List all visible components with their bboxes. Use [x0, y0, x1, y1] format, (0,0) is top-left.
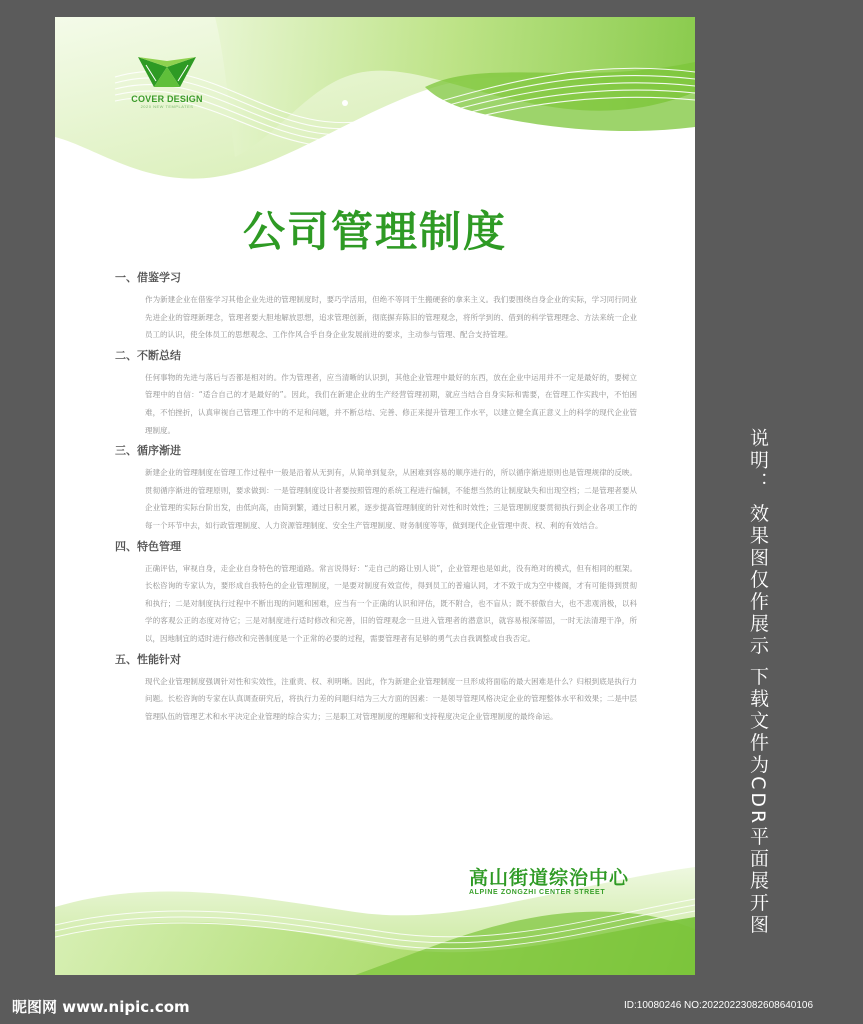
section-3	[115, 442, 637, 534]
top-wave-decoration	[55, 17, 695, 217]
section-5	[115, 651, 637, 726]
document-body	[115, 269, 637, 728]
section-heading: 三、循序渐进	[115, 444, 181, 458]
footer-organization-name: 高山街道综治中心	[469, 867, 630, 889]
section-heading: 四、特色管理	[115, 539, 181, 553]
section-heading: 二、不断总结	[115, 348, 181, 362]
section-paragraph: 作为新建企业在借鉴学习其他企业先进的管理制度时，要巧学活用，但绝不等同于生搬硬套的拿来主义。我们要围绕自身企业的实际，学习同行同业先进企业的管理新理念，管理者要大胆地解放思想，追求管理创新，彻底摒弃陈旧的管理观念，将所学到的、借到的科学管理理念、方法来统一企业员工的认识，使全体员工的思想观念、工作作风合乎自身企业发展前进的要求，主动参与管理、配合支持管理。	[145, 295, 637, 340]
brand-logo	[127, 55, 207, 109]
w-leaf-logo-icon	[136, 55, 198, 89]
watermark-site: 昵图网 www.nipic.com	[12, 998, 190, 1016]
bottom-wave-decoration	[55, 837, 695, 975]
section-paragraph: 任何事物的先进与落后与否都是相对的。作为管理者，应当清晰的认识到，其他企业管理中最好的东西，放在企业中运用并不一定是最好的，要树立管理中的自信：“适合自己的才是最好的”。因此，我们在新建企业的生产经营管理初期，就应当结合自身实际和需要，在管理工作实践中，不怕困难，不怕挫折，认真审视自己管理工作中的不足和问题，并不断总结、完善、修正来提升管理工作水平，以建立健全真正意义上的科学的现代企业管理制度。	[145, 372, 637, 435]
footer-organization-english: ALPINE ZONGZHI CENTER STREET	[469, 889, 606, 896]
logo-name: COVER DESIGN	[131, 94, 203, 104]
side-note: 说明： 效果图仅作展示 下载文件为CDR平面展开图	[747, 428, 769, 937]
page-title: 公司管理制度	[242, 207, 507, 256]
logo-subtitle: 2020 NEW TEMPLATES	[140, 104, 194, 109]
section-2	[115, 347, 637, 439]
section-paragraph: 新建企业的管理制度在管理工作过程中一般是沿着从无到有，从简单到复杂，从困难到容易的顺序进行的，所以循序渐进原则也是管理规律的反映。贯彻循序渐进的管理原则，要求做到：一是管理制度设计者要按照管理的系统工程进行编制，不能想当然的让制度缺失和出现空档；二是管理者要从企业管理的实际台阶出发，由低向高，由简到繁，通过日积月累，逐步提高管理制度的针对性和时效性；三是管理制度要贯彻执行到企业各项工作的每一个环节中去，如行政管理制度、人力资源管理制度、安全生产管理制度、财务制度等等，做到现代企业管理中责、权、利的有效结合。	[145, 468, 637, 530]
section-heading: 一、借鉴学习	[115, 271, 181, 284]
section-paragraph: 现代企业管理制度强调针对性和实效性，注重责、权、利明晰。因此，作为新建企业管理制度一旦形成将面临的最大困难是什么？归根到底是执行力问题。长松咨询的专家在认真调查研究后，将执行力差的问题归结为三大方面的因素：一是领导管理风格决定企业的管理整体水平和效果；二是中层管理队伍的管理艺术和水平决定企业管理的综合实力；三是职工对管理制度的理解和支持程度决定企业管理制度的最终命运。	[145, 676, 637, 721]
watermark-id: ID:10080246 NO:20220223082608640106	[624, 1000, 814, 1011]
section-1	[115, 269, 637, 344]
section-heading: 五、性能针对	[115, 652, 181, 666]
poster	[55, 17, 695, 975]
section-paragraph: 正确评估，审视自身，走企业自身特色的管理道路。常言说得好：“走自己的路让别人说”，企业管理也是如此，没有绝对的模式，但有相同的框架。长松咨询的专家认为，要形成自我特色的企业管理制度，一是要对制度有效宣传，得到员工的普遍认同，才不致于成为空中楼阁，才有可能得到贯彻和执行；二是对制度执行过程中不断出现的问题和困难，应当有一个正确的认识和评估，既不附合，也不盲从；既不骄傲自大，也不悲观消极，以科学的客观公正的态度对待它；三是对制度进行适时修改和完善，旧的管理观念一旦进入管理者的潜意识，就容易根深蒂固，一时无法清理干净，所以，因地制宜的适时进行修改和完善制度是一个正常的必要的过程，需要管理者有足够的勇气去自我调整或自我否定。	[145, 563, 637, 643]
section-4	[115, 538, 637, 648]
